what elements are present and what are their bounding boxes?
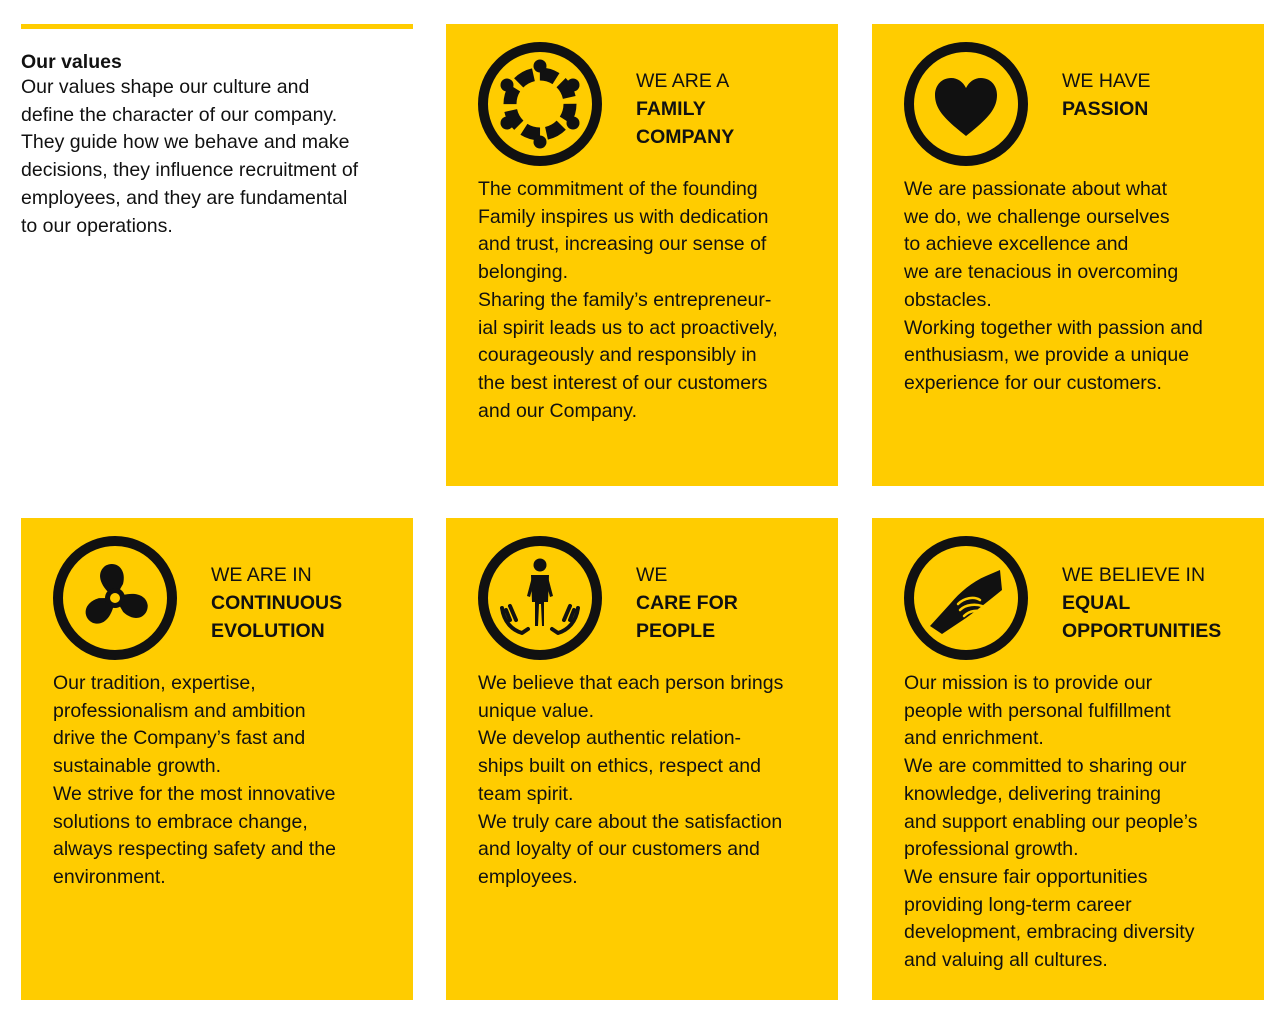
handshake-icon: [902, 534, 1030, 662]
card-heading-main: EQUAL OPPORTUNITIES: [1062, 592, 1222, 642]
card-body: Our tradition, expertise, professionalism and ambition drive the Company’s fast and sustainable growth. We strive for the most innovative solutions to embrace change, always respecting safety and the environment.: [53, 672, 336, 888]
card-heading-pre: WE ARE IN: [211, 564, 312, 586]
value-card-family-company: [446, 24, 838, 486]
card-body: We are passionate about what we do, we challenge ourselves to achieve excellence and we are tenacious in overcoming obstacles. Working together with passion and enthusiasm, we provide a unique experience for our customers.: [904, 178, 1203, 394]
card-heading: [1062, 561, 1221, 645]
page-title: Our values: [21, 51, 122, 73]
card-heading: [211, 561, 342, 645]
intro-section: [21, 50, 416, 240]
card-heading-main: CARE FOR PEOPLE: [636, 592, 738, 642]
heart-icon: [902, 40, 1030, 168]
card-heading-main: CONTINUOUS EVOLUTION: [211, 592, 343, 642]
value-card-equal-opportunities: [872, 518, 1264, 1000]
card-heading-pre: WE: [636, 564, 668, 586]
family-circle-icon: [476, 40, 604, 168]
propeller-icon: [51, 534, 179, 662]
value-card-care-for-people: [446, 518, 838, 1000]
card-heading: [636, 67, 734, 151]
card-heading-pre: WE HAVE: [1062, 70, 1151, 92]
card-heading-main: PASSION: [1062, 98, 1149, 120]
value-card-passion: [872, 24, 1264, 486]
card-heading: [1062, 67, 1150, 123]
card-body: The commitment of the founding Family inspires us with dedication and trust, increasing our sense of belonging. Sharing the family’s entrepreneur- ial spirit leads us to act proactively, courageously and responsibly in the best interest of our customers and our Company.: [478, 178, 778, 422]
card-heading: [636, 561, 738, 645]
card-heading-pre: WE BELIEVE IN: [1062, 564, 1206, 586]
card-heading-main: FAMILY COMPANY: [636, 98, 735, 148]
intro-text: Our values shape our culture and define the character of our company. They guide how we behave and make decisions, they influence recruitment of employees, and they are fundamental to our operations.: [21, 76, 359, 237]
intro-rule: [21, 24, 413, 29]
value-card-continuous-evolution: [21, 518, 413, 1000]
card-heading-pre: WE ARE A: [636, 70, 730, 92]
card-body: Our mission is to provide our people with personal fulfillment and enrichment. We are committed to sharing our knowledge, delivering training and support enabling our people’s professional growth. We ensure fair opportunities providing long-term career development, embracing diversity and valuing all cultures.: [904, 672, 1198, 972]
person-in-hands-icon: [476, 534, 604, 662]
card-body: We believe that each person brings unique value. We develop authentic relation- ships built on ethics, respect and team spirit. We truly care about the satisfaction and loyalty of our customers and employees.: [478, 672, 784, 888]
